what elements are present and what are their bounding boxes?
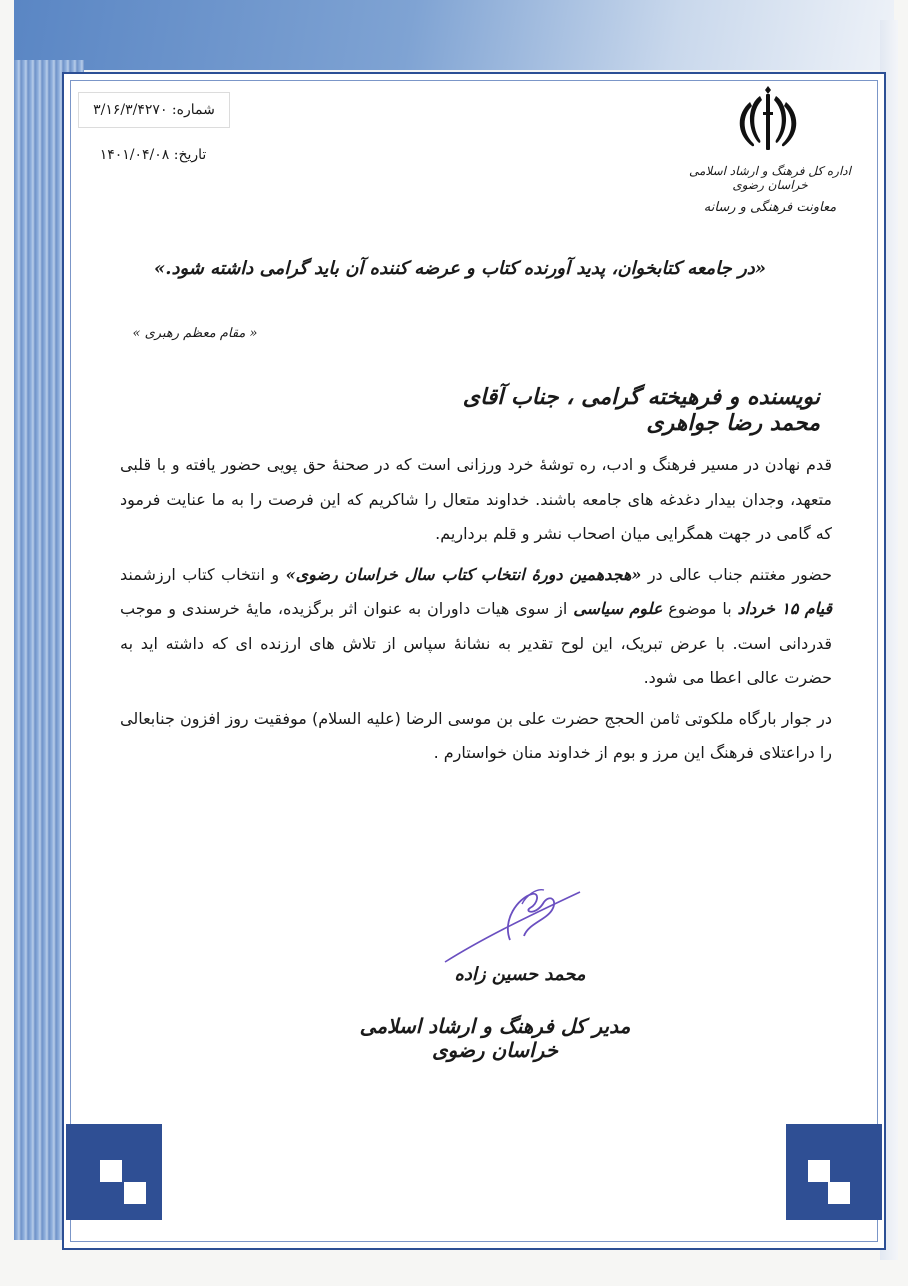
body-paragraph-2 <box>120 558 832 696</box>
book-subject: علوم سیاسی <box>573 599 663 618</box>
signer-title: مدیر کل فرهنگ و ارشاد اسلامی خراسان رضوی <box>359 1014 631 1062</box>
p2-text-b: و انتخاب کتاب ارزشمند <box>120 564 280 584</box>
salutation: نویسنده و فرهیخته گرامی ، جناب آقای محمد رضا جواهری <box>462 384 820 436</box>
quote-source: « مقام معظم رهبری » <box>132 326 258 341</box>
handwritten-signature <box>440 880 590 970</box>
date-label: تاریخ: <box>173 147 207 163</box>
body-paragraph-1: قدم نهادن در مسیر فرهنگ و ادب، ره توشهٔ خرد ورزانی است که در صحنهٔ حق پویی حضور یافته و با قلبی متعهد، وجدان بیدار دغدغه های جامعه باشند. خداوند متعال را شاکریم که این فرصت را به ما عنایت فرمود که گامی در جهت همگرایی میان اصحاب نشر و قلم برداریم. <box>120 455 832 543</box>
reference-label: شماره: <box>171 102 215 118</box>
book-title: قیام ۱۵ خرداد <box>737 599 833 618</box>
p2-text-c: با موضوع <box>668 599 732 618</box>
event-name: «هجدهمین دورهٔ انتخاب کتاب سال خراسان رضوی» <box>285 564 642 584</box>
corner-ornament-left <box>66 1124 162 1220</box>
organization-department: معاونت فرهنگی و رسانه <box>703 200 837 215</box>
background-book-top <box>14 0 894 70</box>
reference-value: ۳/۱۶/۳/۴۲۷۰ <box>93 102 168 118</box>
date-value: ۱۴۰۱/۰۴/۰۸ <box>99 147 170 163</box>
ornament-square <box>808 1160 830 1182</box>
signer-name: محمد حسین زاده <box>454 964 586 985</box>
ornament-square <box>100 1160 122 1182</box>
ornament-square <box>124 1182 146 1204</box>
iran-emblem-icon <box>730 82 806 162</box>
p2-text-d: از سوی هیات داوران به عنوان اثر برگزیده، مایهٔ خرسندی و موجب قدردانی است. با عرض تبریک، این لوح تقدیر به نشانهٔ سپاس از تلاش های ارزنده ای که داشته اید به حضرت عالی اعطا می شود. <box>120 599 832 687</box>
leader-quote: «در جامعه کتابخوان، پدید آورنده کتاب و عرضه کننده آن باید گرامی داشته شود.» <box>153 258 767 279</box>
corner-ornament-right <box>786 1124 882 1220</box>
letter-date <box>78 140 228 170</box>
p2-text-a: حضور مغتنم جناب عالی در <box>647 564 832 584</box>
ornament-square <box>828 1182 850 1204</box>
reference-number <box>78 92 230 128</box>
organization-name: اداره کل فرهنگ و ارشاد اسلامی خراسان رضوی <box>689 164 851 192</box>
body-paragraph-3: در جوار بارگاه ملکوتی ثامن الحجج حضرت علی بن موسی الرضا (علیه السلام) موفقیت روز افزون جنابعالی را دراعتلای فرهنگ این مرز و بوم از خداوند منان خواستارم . <box>120 708 832 762</box>
letter-body <box>120 448 832 771</box>
